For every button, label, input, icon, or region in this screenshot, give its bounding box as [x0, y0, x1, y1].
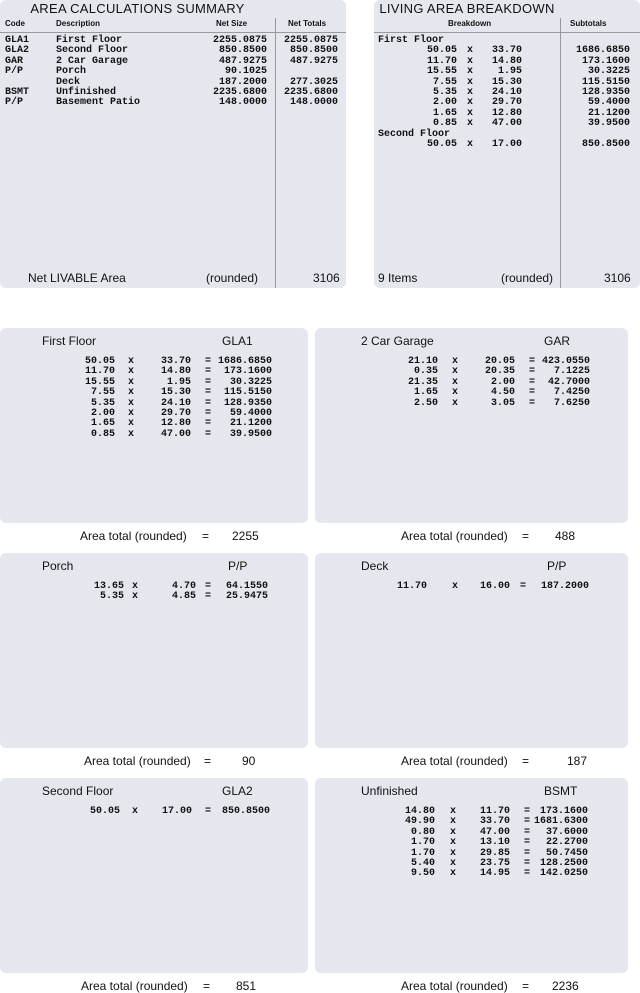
area-result: 21.1200 — [229, 418, 272, 430]
area-total-value: 187 — [567, 754, 588, 768]
area-calc-panel — [315, 778, 628, 973]
dim-b: 14.80 — [160, 366, 191, 378]
dim-b: 33.70 — [479, 816, 510, 828]
equals-sign: = — [205, 407, 212, 419]
area-total-equals: = — [203, 979, 211, 993]
summary-rows — [0, 36, 346, 109]
dim-a: 7.55 — [432, 76, 457, 88]
row-code: GLA1 — [5, 35, 30, 46]
items-count: 9 Items — [378, 271, 418, 285]
dim-b: 24.10 — [491, 86, 522, 98]
area-total-label: Area total (rounded) — [401, 529, 508, 543]
dim-b: 11.70 — [479, 806, 510, 817]
row-description: Second Floor — [56, 45, 129, 57]
col-net-totals: Net Totals — [288, 19, 327, 28]
dim-a: 2.00 — [90, 407, 115, 419]
dim-a: 11.70 — [426, 55, 457, 67]
row-description: Porch — [56, 66, 87, 78]
area-result: 50.7450 — [545, 847, 588, 859]
group-name: First Floor — [378, 35, 445, 46]
row-net-total: 277.3025 — [289, 76, 338, 88]
dim-a: 1.70 — [410, 837, 435, 849]
row-description: 2 Car Garage — [56, 55, 129, 67]
dim-a: 5.35 — [432, 86, 457, 98]
row-description: Unfinished — [56, 86, 117, 98]
dim-a: 50.05 — [84, 356, 115, 367]
row-net-size: 850.8500 — [218, 45, 267, 57]
breakdown-row — [374, 119, 640, 129]
panel-area-code: P/P — [547, 559, 567, 573]
times-sign: x — [450, 847, 457, 859]
dim-a: 15.55 — [84, 376, 115, 388]
equals-sign: = — [529, 397, 536, 409]
dim-b: 33.70 — [491, 45, 522, 57]
equals-sign: = — [524, 826, 531, 838]
area-result: 1686.6850 — [217, 356, 272, 367]
times-sign: x — [452, 387, 459, 399]
times-sign: x — [450, 826, 457, 838]
subtotal: 173.1600 — [581, 55, 630, 67]
equals-sign: = — [529, 356, 536, 367]
times-sign: x — [452, 397, 459, 409]
panel-area-name: 2 Car Garage — [361, 334, 434, 348]
subtotal: 21.1200 — [587, 107, 630, 119]
dim-a: 2.50 — [413, 397, 438, 409]
equals-sign: = — [524, 806, 531, 817]
breakdown-title: LIVING AREA BREAKDOWN — [379, 1, 555, 16]
area-result: 64.1550 — [225, 581, 268, 592]
area-calc-panel — [0, 778, 308, 973]
dim-a: 1.65 — [90, 418, 115, 430]
dim-b: 3.05 — [490, 397, 515, 409]
dim-a: 50.05 — [426, 45, 457, 57]
dim-b: 29.70 — [160, 407, 191, 419]
panel-area-name: Unfinished — [361, 784, 418, 798]
row-description: Deck — [56, 76, 81, 88]
times-sign: x — [467, 86, 474, 98]
dim-a: 11.70 — [84, 366, 115, 378]
breakdown-total-value: 3106 — [604, 271, 631, 285]
area-result: 37.6000 — [545, 826, 588, 838]
times-sign: x — [467, 118, 474, 130]
times-sign: x — [467, 66, 474, 78]
dim-a: 9.50 — [410, 868, 435, 880]
calc-rows — [0, 357, 308, 440]
breakdown-header-rule — [374, 32, 640, 33]
area-total-label: Area total (rounded) — [80, 529, 187, 543]
dim-b: 14.80 — [491, 55, 522, 67]
area-result: 423.0550 — [541, 356, 590, 367]
equals-sign: = — [524, 868, 531, 880]
equals-sign: = — [205, 806, 212, 817]
times-sign: x — [128, 356, 135, 367]
net-livable-value: 3106 — [313, 271, 340, 285]
row-net-total: 148.0000 — [289, 97, 338, 109]
summary-row — [0, 57, 346, 67]
times-sign: x — [128, 366, 135, 378]
dim-a: 5.35 — [99, 591, 124, 603]
area-result: 142.0250 — [539, 868, 588, 880]
area-total-value: 2255 — [232, 529, 259, 543]
calc-row — [315, 869, 628, 879]
equals-sign: = — [520, 581, 527, 592]
times-sign: x — [450, 837, 457, 849]
row-description: Basement Patio — [56, 97, 141, 109]
dim-a: 14.80 — [404, 806, 435, 817]
subtotal: 115.5150 — [581, 76, 630, 88]
times-sign: x — [467, 107, 474, 119]
area-summary-panel — [0, 0, 346, 288]
dim-a: 11.70 — [396, 581, 427, 592]
area-total-label: Area total (rounded) — [81, 979, 188, 993]
area-total-value: 2236 — [552, 979, 579, 993]
dim-a: 2.00 — [432, 97, 457, 109]
times-sign: x — [467, 55, 474, 67]
subtotal: 59.4000 — [587, 97, 630, 109]
equals-sign: = — [205, 581, 212, 592]
area-result: 39.9500 — [229, 428, 272, 440]
dim-a: 21.10 — [407, 356, 438, 367]
equals-sign: = — [529, 387, 536, 399]
times-sign: x — [132, 581, 139, 592]
times-sign: x — [450, 816, 457, 828]
calc-rows — [315, 357, 628, 409]
area-total-value: 851 — [236, 979, 257, 993]
times-sign: x — [452, 366, 459, 378]
dim-b: 47.00 — [491, 118, 522, 130]
times-sign: x — [132, 806, 139, 817]
equals-sign: = — [205, 418, 212, 430]
times-sign: x — [128, 397, 135, 409]
panel-area-name: Second Floor — [42, 784, 114, 798]
row-code: BSMT — [5, 86, 30, 98]
dim-b: 23.75 — [479, 857, 510, 869]
area-result: 25.9475 — [225, 591, 268, 603]
area-total-value: 488 — [555, 529, 576, 543]
dim-b: 20.05 — [484, 356, 515, 367]
dim-b: 1.95 — [497, 66, 522, 78]
summary-row — [0, 98, 346, 108]
panel-area-code: BSMT — [544, 784, 578, 798]
breakdown-row — [374, 140, 640, 150]
row-code: P/P — [5, 97, 24, 109]
col-description: Description — [56, 19, 101, 28]
panel-area-name: Deck — [361, 559, 389, 573]
col-breakdown: Breakdown — [448, 19, 492, 28]
row-code: GLA2 — [5, 45, 30, 57]
dim-b: 1.95 — [166, 376, 191, 388]
row-net-size: 148.0000 — [218, 97, 267, 109]
subtotal: 128.9350 — [581, 86, 630, 98]
dim-a: 7.55 — [90, 387, 115, 399]
area-total-equals: = — [522, 529, 530, 543]
dim-b: 2.00 — [490, 376, 515, 388]
area-result: 173.1600 — [539, 806, 588, 817]
subtotal: 1686.6850 — [575, 45, 630, 57]
row-net-total: 850.8500 — [289, 45, 338, 57]
dim-b: 12.80 — [491, 107, 522, 119]
times-sign: x — [467, 97, 474, 109]
subtotal: 39.9500 — [587, 118, 630, 130]
dim-a: 0.85 — [90, 428, 115, 440]
calc-rows — [0, 582, 308, 603]
breakdown-rounded: (rounded) — [501, 271, 554, 285]
area-result: 7.6250 — [553, 397, 590, 409]
area-result: 59.4000 — [229, 407, 272, 419]
times-sign: x — [467, 45, 474, 57]
dim-b: 24.10 — [160, 397, 191, 409]
row-code: GAR — [5, 55, 24, 67]
row-net-size: 187.2000 — [218, 76, 267, 88]
area-result: 42.7000 — [547, 376, 590, 388]
area-result: 1681.6300 — [533, 816, 588, 828]
equals-sign: = — [205, 397, 212, 409]
dim-b: 15.30 — [160, 387, 191, 399]
times-sign: x — [452, 581, 459, 592]
summary-title: AREA CALCULATIONS SUMMARY — [30, 1, 245, 16]
calc-row — [315, 582, 628, 592]
dim-b: 15.30 — [491, 76, 522, 88]
equals-sign: = — [529, 366, 536, 378]
area-total-label: Area total (rounded) — [401, 979, 508, 993]
living-breakdown-panel — [374, 0, 640, 288]
summary-header-rule — [0, 32, 346, 33]
dim-a: 1.65 — [413, 387, 438, 399]
dim-a: 49.90 — [404, 816, 435, 828]
equals-sign: = — [529, 376, 536, 388]
panel-area-code: GLA2 — [222, 784, 253, 798]
row-net-size: 487.9275 — [218, 55, 267, 67]
calc-row — [0, 592, 308, 602]
dim-b: 4.70 — [171, 581, 196, 592]
dim-a: 50.05 — [89, 806, 120, 817]
area-total-label: Area total (rounded) — [84, 754, 191, 768]
times-sign: x — [450, 806, 457, 817]
dim-a: 0.85 — [432, 118, 457, 130]
row-net-total: 487.9275 — [289, 55, 338, 67]
area-calc-panel — [315, 553, 628, 748]
panel-area-name: First Floor — [42, 334, 96, 348]
dim-b: 17.00 — [161, 806, 192, 817]
equals-sign: = — [524, 816, 531, 828]
times-sign: x — [452, 356, 459, 367]
times-sign: x — [450, 857, 457, 869]
area-total-equals: = — [202, 529, 210, 543]
area-result: 173.1600 — [223, 366, 272, 378]
summary-row — [0, 67, 346, 77]
calc-rows — [315, 807, 628, 880]
area-total-equals: = — [522, 754, 530, 768]
area-result: 30.3225 — [229, 376, 272, 388]
net-livable-label: Net LIVABLE Area — [28, 271, 126, 285]
equals-sign: = — [524, 847, 531, 859]
subtotal: 30.3225 — [587, 66, 630, 78]
col-subtotals: Subtotals — [570, 19, 607, 28]
calc-row — [0, 430, 308, 440]
dim-a: 15.55 — [426, 66, 457, 78]
times-sign: x — [132, 591, 139, 603]
dim-a: 13.65 — [93, 581, 124, 592]
equals-sign: = — [205, 366, 212, 378]
dim-b: 20.35 — [484, 366, 515, 378]
equals-sign: = — [205, 356, 212, 367]
dim-b: 33.70 — [160, 356, 191, 367]
equals-sign: = — [205, 376, 212, 388]
panel-area-name: Porch — [42, 559, 74, 573]
breakdown-rows — [374, 36, 640, 150]
col-code: Code — [5, 19, 25, 28]
dim-a: 1.65 — [432, 107, 457, 119]
row-net-size: 2235.6800 — [212, 86, 267, 98]
dim-b: 47.00 — [160, 428, 191, 440]
area-result: 850.8500 — [221, 806, 270, 817]
calc-row — [315, 388, 628, 398]
area-calc-panel — [315, 328, 628, 523]
area-total-value: 90 — [242, 754, 256, 768]
dim-a: 0.80 — [410, 826, 435, 838]
panel-area-code: P/P — [228, 559, 248, 573]
dim-b: 17.00 — [491, 138, 522, 150]
col-net-size: Net Size — [216, 19, 248, 28]
equals-sign: = — [524, 837, 531, 849]
equals-sign: = — [524, 857, 531, 869]
area-result: 7.1225 — [553, 366, 590, 378]
dim-a: 0.35 — [413, 366, 438, 378]
panel-area-code: GLA1 — [222, 334, 253, 348]
times-sign: x — [452, 376, 459, 388]
calc-row — [315, 399, 628, 409]
subtotal: 850.8500 — [581, 138, 630, 150]
dim-a: 21.35 — [407, 376, 438, 388]
area-result: 128.9350 — [223, 397, 272, 409]
times-sign: x — [128, 418, 135, 430]
area-result: 187.2000 — [540, 581, 589, 592]
dim-a: 5.40 — [410, 857, 435, 869]
row-net-size: 90.1025 — [224, 66, 267, 78]
dim-b: 29.85 — [479, 847, 510, 859]
group-name: Second Floor — [378, 128, 451, 140]
row-net-total: 2255.0875 — [283, 35, 338, 46]
dim-b: 29.70 — [491, 97, 522, 109]
dim-b: 12.80 — [160, 418, 191, 430]
dim-b: 47.00 — [479, 826, 510, 838]
dim-b: 16.00 — [479, 581, 510, 592]
row-net-size: 2255.0875 — [212, 35, 267, 46]
panel-area-code: GAR — [544, 334, 571, 348]
area-calc-panel — [0, 553, 308, 748]
dim-b: 4.85 — [171, 591, 196, 603]
times-sign: x — [128, 387, 135, 399]
area-total-label: Area total (rounded) — [401, 754, 508, 768]
breakdown-row — [374, 67, 640, 77]
dim-a: 50.05 — [426, 138, 457, 150]
calc-rows — [315, 582, 628, 592]
equals-sign: = — [205, 387, 212, 399]
row-code: P/P — [5, 66, 24, 78]
dim-b: 4.50 — [490, 387, 515, 399]
area-result: 115.5150 — [223, 387, 272, 399]
equals-sign: = — [205, 591, 212, 603]
dim-b: 13.10 — [479, 837, 510, 849]
calc-row — [315, 838, 628, 848]
times-sign: x — [128, 376, 135, 388]
dim-a: 5.35 — [90, 397, 115, 409]
dim-a: 1.70 — [410, 847, 435, 859]
calc-rows — [0, 807, 308, 817]
row-net-total: 2235.6800 — [283, 86, 338, 98]
calc-row — [0, 807, 308, 817]
area-result: 7.4250 — [553, 387, 590, 399]
net-livable-rounded: (rounded) — [206, 271, 259, 285]
area-result: 128.2500 — [539, 857, 588, 869]
area-calc-panel — [0, 328, 308, 523]
area-result: 22.2700 — [545, 837, 588, 849]
times-sign: x — [450, 868, 457, 880]
times-sign: x — [128, 407, 135, 419]
dim-b: 14.95 — [479, 868, 510, 880]
area-total-equals: = — [522, 979, 530, 993]
calc-row — [0, 388, 308, 398]
times-sign: x — [467, 138, 474, 150]
row-description: First Floor — [56, 35, 123, 46]
times-sign: x — [128, 428, 135, 440]
equals-sign: = — [205, 428, 212, 440]
area-total-equals: = — [204, 754, 212, 768]
times-sign: x — [467, 76, 474, 88]
